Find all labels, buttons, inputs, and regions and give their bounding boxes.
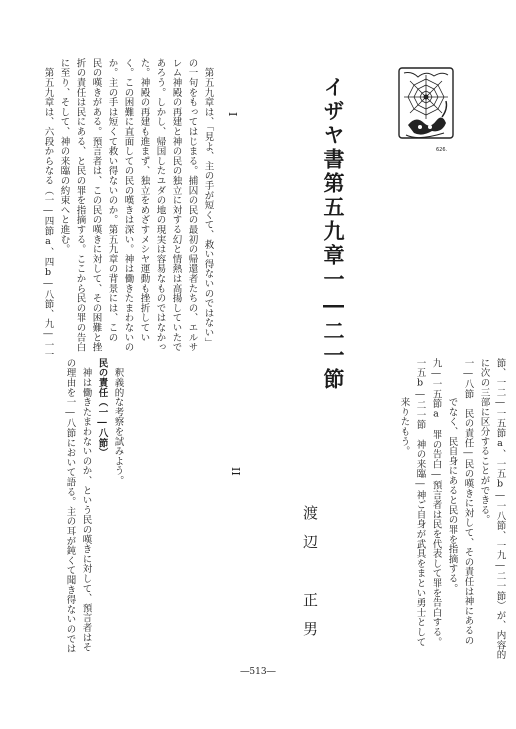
body-line: 折の責任は民にある、と民の罪を指摘する。ここから民の罪の告白 (74, 58, 86, 352)
body-line: 釈義的な考察を試みよう。 (112, 358, 124, 486)
body-line: 第五九章は、「見よ、主の手が短くて、救い得ないのではない」 (202, 58, 214, 348)
spider-web-icon (398, 67, 454, 145)
emblem-caption: 626. (436, 147, 448, 153)
body-line: 民の嘆きがある。預言者は、この民の嘆きに対して、その困難と挫 (90, 58, 102, 352)
author-name: 渡辺 正男 (301, 505, 319, 650)
body-line: か。主の手は短くて救い得ないのか。第五九章の背景には、この (106, 58, 118, 343)
body-line: 一五b―二一節 神の来臨―神ご自身が武具をまとい勇士として (414, 358, 426, 647)
woodcut-emblem (398, 67, 454, 153)
body-line: レム神殿の再建と神の民の独立に対する幻と情熱は高揚していたで (170, 58, 182, 352)
body-line: た。神殿の再建も進まず、独立をめざすメシヤ運動も挫折してい (138, 58, 150, 343)
body-line: の理由を一―八節において語る。主の耳が鈍くて聞き得ないのでは (64, 358, 76, 654)
body-line: に至り、そして、神の来臨の約束へと進む。 (58, 58, 70, 254)
body-line: 九―一五節a 罪の告白―預言者は民を代表して罪を告白する。 (430, 358, 442, 647)
section-heading-2: II (229, 467, 242, 476)
body-line: 第五九章は、六段からなる（一―四節a、四b―八節、九―一一 (42, 58, 54, 360)
body-line: あろう。しかし、帰国したユダの地の現実は容易なものではなかっ (154, 58, 166, 352)
body-line: に次の三部に区分することができる。 (478, 358, 490, 525)
body-line: でなく、民自身にあると民の罪を指摘する。 (446, 358, 458, 594)
page-number: ―513― (240, 667, 276, 677)
body-line: 一―八節 民の責任―民の嘆きに対して、その責任は神にあるの (462, 358, 474, 646)
section-heading-1: I (226, 112, 239, 117)
body-line: 節、一二―一五節a、一五b―一八節、一九―二一節）が、内容的 (494, 358, 506, 660)
body-line: 来りたもう。 (398, 358, 410, 456)
body-line: の一句をもってはじまる。捕囚の民の最初の帰還者たちの、エルサ (186, 58, 198, 352)
body-line: く。この困難に直面しての民の嘆きは深い。神は働きたまわないの (122, 58, 134, 352)
article-title: イザヤ書第五九章一―二一節 (321, 76, 346, 392)
body-line: 神は働きたまわないのか、という民の嘆きに対して、預言者はそ (80, 358, 92, 652)
body-subheading: 民の責任（一―八節） (96, 358, 108, 458)
